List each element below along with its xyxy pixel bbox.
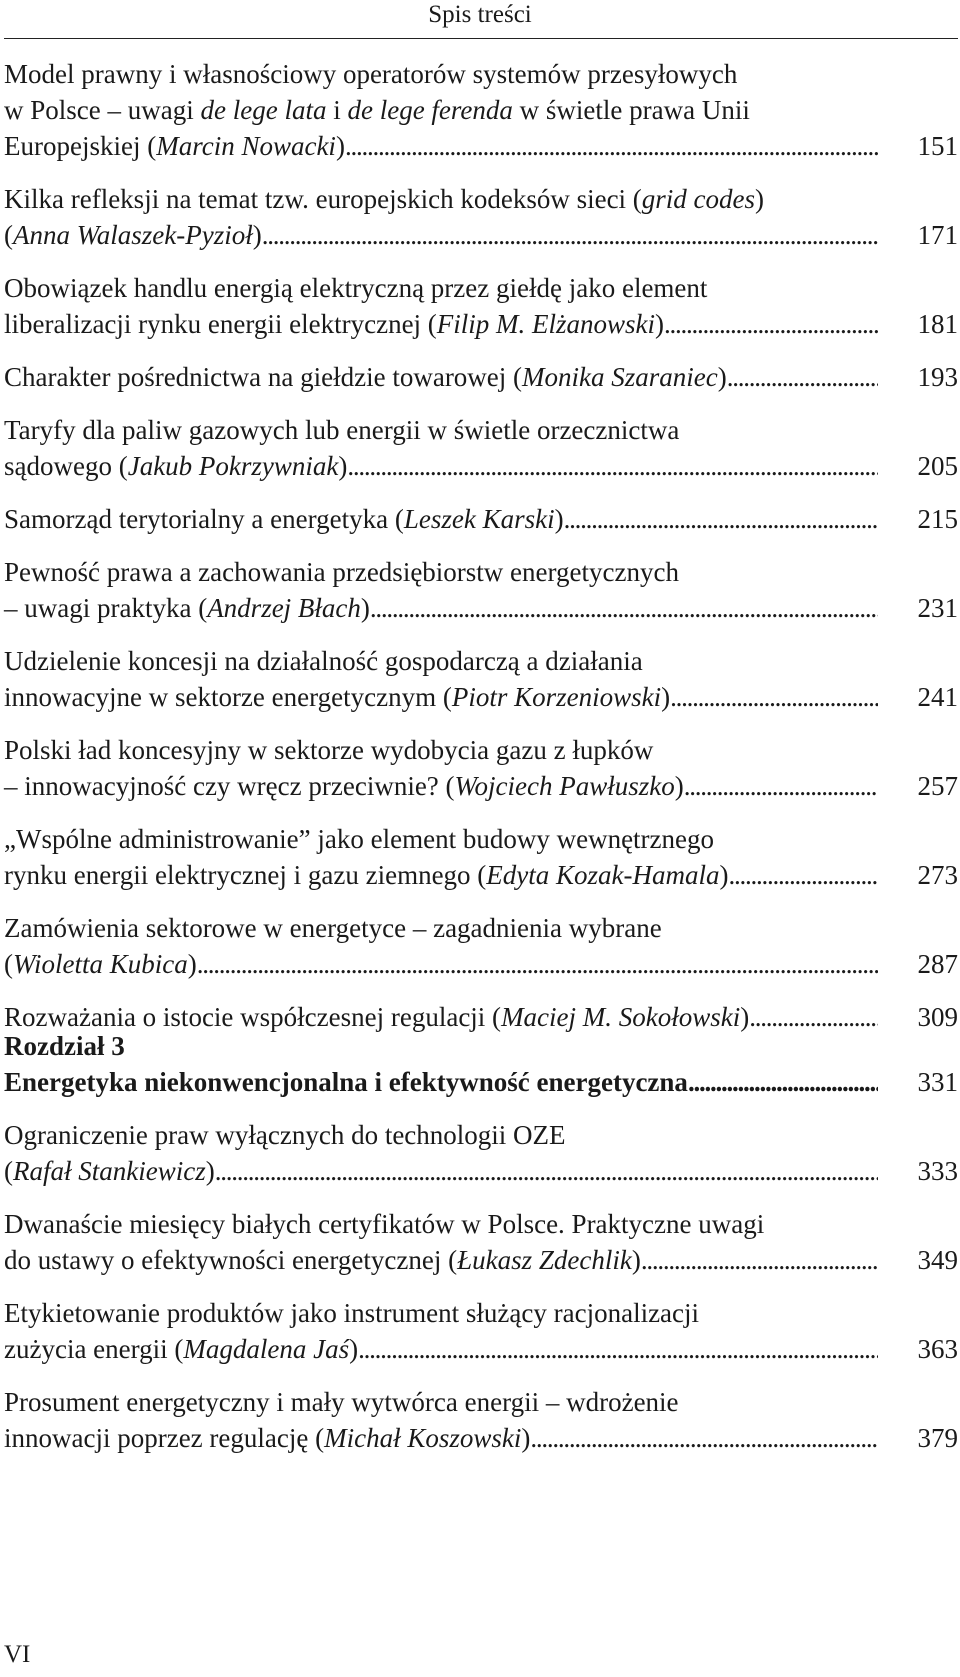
entry-author: Piotr Korzeniowski: [451, 682, 662, 712]
toc-entry: [4, 643, 958, 715]
dot-leader: [358, 1331, 878, 1367]
entry-title-line: – uwagi praktyka (Andrzej Błach) . . .: [4, 590, 878, 626]
chapter-title-entry: [4, 1064, 958, 1100]
entry-author: Rafał Stankiewicz: [13, 1156, 206, 1186]
entry-author: Wioletta Kubica: [13, 949, 188, 979]
entry-title-line: Polski ład koncesyjny w sektorze wydobycia gazu z łupków: [4, 735, 654, 765]
entry-page-number: 287: [917, 949, 958, 979]
toc-entry: [4, 732, 958, 804]
entry-title-line: (Rafał Stankiewicz) . . .: [4, 1153, 878, 1189]
dot-leader: [670, 679, 878, 715]
dot-leader: [215, 1153, 878, 1189]
entry-title-line: Rozważania o istocie współczesnej regulacji (Maciej M. Sokołowski) . . .: [4, 999, 878, 1035]
toc-entry: [4, 501, 958, 537]
entry-page-number: 151: [917, 131, 958, 161]
entry-page-number: 379: [917, 1423, 958, 1453]
entry-title-line: Kilka refleksji na temat tzw. europejskich kodeksów sieci (grid codes): [4, 184, 765, 214]
toc-entry: [4, 1206, 958, 1278]
dot-leader: [729, 857, 878, 893]
entry-title-line: Udzielenie koncesji na działalność gospodarczą a działania: [4, 646, 643, 676]
entry-title-line: Prosument energetyczny i mały wytwórca energii – wdrożenie: [4, 1387, 679, 1417]
entry-title-line: Dwanaście miesięcy białych certyfikatów w Polsce. Praktyczne uwagi: [4, 1209, 765, 1239]
entry-title-line: Europejskiej (Marcin Nowacki) . . .: [4, 128, 878, 164]
toc-entry: [4, 359, 958, 395]
entry-title-line: Samorząd terytorialny a energetyka (Leszek Karski) . . .: [4, 501, 878, 537]
chapter-section: [4, 1028, 958, 1456]
running-head: Spis treści: [428, 1, 532, 28]
entry-page-number: 333: [917, 1156, 958, 1186]
entry-title-line: Etykietowanie produktów jako instrument służący racjonalizacji: [4, 1298, 700, 1328]
entry-author: Magdalena Jaś: [183, 1334, 350, 1364]
entry-page-number: 363: [917, 1334, 958, 1364]
toc-entry: [4, 1295, 958, 1367]
dot-leader: [664, 306, 878, 342]
entry-title-line: Pewność prawa a zachowania przedsiębiorstw energetycznych: [4, 557, 679, 587]
dot-leader: [684, 768, 878, 804]
entry-title-line: Ograniczenie praw wyłącznych do technologii OZE: [4, 1120, 566, 1150]
dot-leader: [641, 1242, 878, 1278]
entry-author: Łukasz Zdechlik: [457, 1245, 632, 1275]
entry-title-line: Charakter pośrednictwa na giełdzie towarowej (Monika Szaraniec) . . .: [4, 359, 878, 395]
dot-leader: [564, 501, 878, 537]
entry-title-line: Taryfy dla paliw gazowych lub energii w świetle orzecznictwa: [4, 415, 680, 445]
entry-author: Michał Koszowski: [324, 1423, 522, 1453]
dot-leader: [345, 128, 878, 164]
entry-title-line: sądowego (Jakub Pokrzywniak) . . .: [4, 448, 878, 484]
entry-page-number: 215: [917, 504, 958, 534]
entry-page-number: 273: [917, 860, 958, 890]
toc-entry: [4, 821, 958, 893]
entry-author: Edyta Kozak-Hamala: [486, 860, 720, 890]
entry-title-line: (Anna Walaszek-Pyzioł) . . .: [4, 217, 878, 253]
entry-author: Monika Szaraniec: [522, 362, 718, 392]
entry-title-line: (Wioletta Kubica) . . .: [4, 946, 878, 982]
entry-title-line: Zamówienia sektorowe w energetyce – zagadnienia wybrane: [4, 913, 662, 943]
entry-title-line: innowacyjne w sektorze energetycznym (Piotr Korzeniowski) . . .: [4, 679, 878, 715]
toc-entry: [4, 1117, 958, 1189]
toc-list: [4, 56, 958, 1035]
dot-leader: [262, 217, 878, 253]
toc-entry: [4, 554, 958, 626]
chapter-title: Energetyka niekonwencjonalna i efektywność energetyczna . . .: [4, 1064, 878, 1100]
entry-page-number: 231: [917, 593, 958, 623]
entry-title-line: liberalizacji rynku energii elektrycznej (Filip M. Elżanowski) . . .: [4, 306, 878, 342]
dot-leader: [347, 448, 878, 484]
dot-leader: [530, 1420, 878, 1456]
entry-page-number: 331: [917, 1067, 958, 1097]
toc-entry: [4, 181, 958, 253]
entry-author: Andrzej Błach: [207, 593, 361, 623]
entry-page-number: 349: [917, 1245, 958, 1275]
toc-entry: [4, 270, 958, 342]
entry-author: Marcin Nowacki: [156, 131, 336, 161]
entry-title-line: innowacji poprzez regulację (Michał Koszowski) . . .: [4, 1420, 878, 1456]
page-folio: VI: [4, 1641, 31, 1668]
toc-entry: [4, 1384, 958, 1456]
entry-title-line: do ustawy o efektywności energetycznej (Łukasz Zdechlik) . . .: [4, 1242, 878, 1278]
dot-leader: [727, 359, 878, 395]
entry-title-line: rynku energii elektrycznej i gazu ziemnego (Edyta Kozak-Hamala) . . .: [4, 857, 878, 893]
entry-title-line: Obowiązek handlu energią elektryczną przez giełdę jako element: [4, 273, 708, 303]
entry-page-number: 205: [917, 451, 958, 481]
entry-title-line: zużycia energii (Magdalena Jaś) . . .: [4, 1331, 878, 1367]
entry-author: Maciej M. Sokołowski: [501, 1002, 741, 1032]
toc-entry: [4, 910, 958, 982]
entry-title-line: w Polsce – uwagi de lege lata i de lege ferenda w świetle prawa Unii: [4, 95, 750, 125]
entry-author: Wojciech Pawłuszko: [454, 771, 675, 801]
entry-title-line: – innowacyjność czy wręcz przeciwnie? (Wojciech Pawłuszko) . . .: [4, 768, 878, 804]
entry-author: Leszek Karski: [403, 504, 555, 534]
entry-author: Jakub Pokrzywniak: [127, 451, 339, 481]
header-rule: [4, 38, 958, 39]
entry-title-line: „Wspólne administrowanie” jako element budowy wewnętrznego: [4, 824, 715, 854]
entry-page-number: 171: [917, 220, 958, 250]
entry-page-number: 241: [917, 682, 958, 712]
entry-page-number: 193: [917, 362, 958, 392]
dot-leader: [688, 1064, 878, 1100]
entry-author: Filip M. Elżanowski: [436, 309, 656, 339]
entry-title-line: Model prawny i własnościowy operatorów systemów przesyłowych: [4, 59, 738, 89]
dot-leader: [197, 946, 878, 982]
entry-author: Anna Walaszek-Pyzioł: [13, 220, 253, 250]
entry-page-number: 309: [917, 1002, 958, 1032]
toc-entry: [4, 412, 958, 484]
entry-page-number: 181: [917, 309, 958, 339]
entry-page-number: 257: [917, 771, 958, 801]
chapter-label: Rozdział 3: [4, 1031, 125, 1061]
toc-entry: [4, 56, 958, 164]
dot-leader: [370, 590, 878, 626]
